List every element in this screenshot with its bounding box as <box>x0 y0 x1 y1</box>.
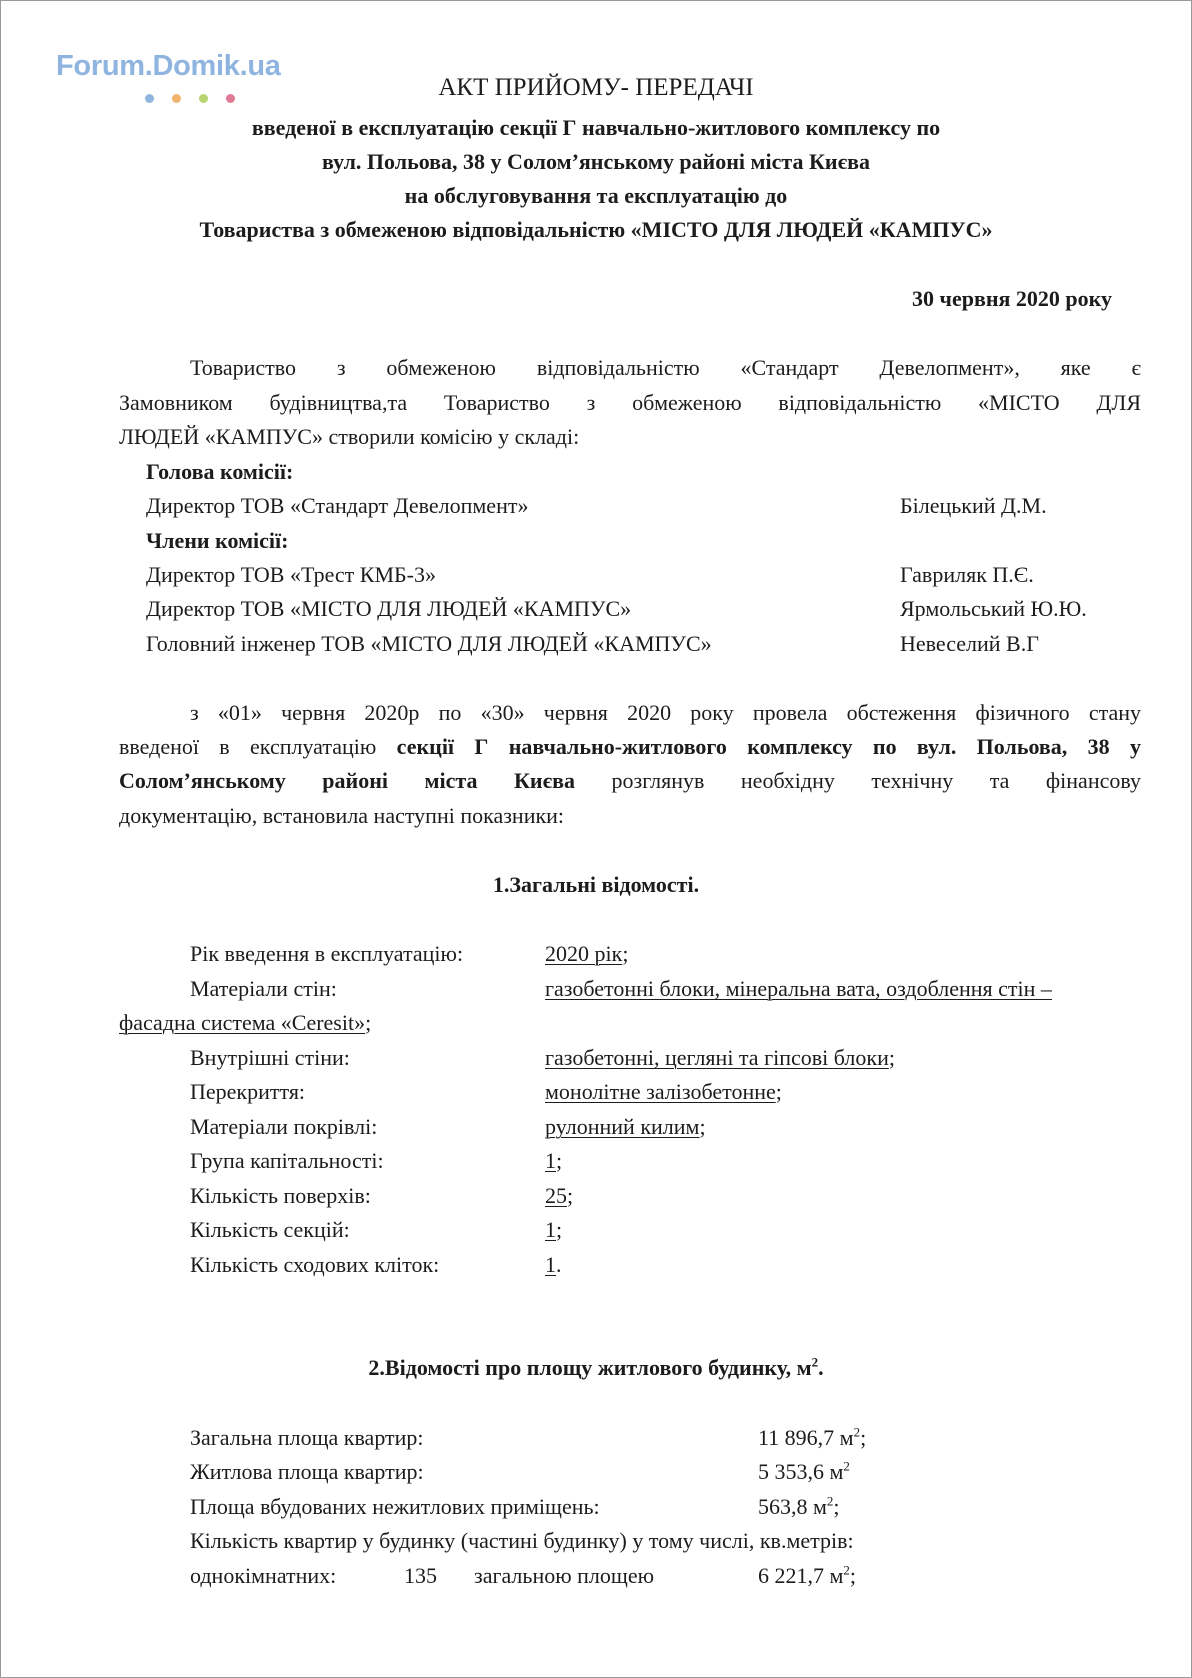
info-label: Перекриття: <box>190 1079 306 1104</box>
info-value <box>545 1148 562 1174</box>
inspection-line-1: з «01» червня 2020р по «30» червня 2020 року провела обстеження фізичного стану <box>190 700 1141 725</box>
watermark-text: Forum.Domik.ua <box>56 50 281 82</box>
info-value <box>545 1045 895 1071</box>
header-line-2: вул. Польова, 38 у Солом’янському районі міста Києва <box>322 149 870 174</box>
info-value <box>545 1183 573 1209</box>
info-value-text: рулонний килим <box>545 1114 700 1139</box>
area-value-text: 563,8 м <box>758 1494 827 1519</box>
area-value <box>758 1494 840 1520</box>
one-room-label: однокімнатних: <box>190 1563 337 1588</box>
info-value-text: 1 <box>545 1148 556 1173</box>
inspection-line-4: документацію, встановила наступні показники: <box>119 803 565 828</box>
area-value-end: ; <box>833 1494 840 1519</box>
members-heading: Члени комісії: <box>146 528 289 553</box>
area-label: Загальна площа квартир: <box>190 1425 424 1450</box>
inspection-text: введеної в експлуатацію <box>119 734 397 759</box>
inspection-text: розглянув необхідну технічну та фінансову <box>575 768 1141 793</box>
info-value <box>545 1079 782 1105</box>
document-title: АКТ ПРИЙОМУ- ПЕРЕДАЧІ <box>438 74 754 101</box>
info-value-end: ; <box>622 941 629 966</box>
area-value-end: ; <box>860 1425 867 1450</box>
info-label: Внутрішні стіни: <box>190 1045 350 1070</box>
info-label: Рік введення в експлуатацію: <box>190 941 464 966</box>
info-value-end: ; <box>556 1217 563 1242</box>
info-value-end: ; <box>699 1114 706 1139</box>
area-value <box>758 1425 866 1451</box>
info-value-end: ; <box>556 1148 563 1173</box>
info-label: Матеріали стін: <box>190 976 337 1001</box>
superscript: 2 <box>811 1354 819 1370</box>
info-label: Кількість секцій: <box>190 1217 350 1242</box>
info-value-end: ; <box>365 1010 372 1035</box>
info-value-text: 25 <box>545 1183 567 1208</box>
chair-name: Білецький Д.М. <box>900 493 1047 518</box>
inspection-object: секції Г навчально-житлового комплексу по вул. Польова, 38 у <box>396 734 1141 759</box>
apartments-count-line: Кількість квартир у будинку (частині будинку) у тому числі, кв.метрів: <box>190 1528 854 1553</box>
info-label: Матеріали покрівлі: <box>190 1114 378 1139</box>
walls-continuation <box>119 1010 371 1036</box>
area-value-text: 5 353,6 м <box>758 1459 844 1484</box>
info-value-end: ; <box>567 1183 574 1208</box>
area-value <box>758 1459 850 1485</box>
info-label: Кількість сходових кліток: <box>190 1252 440 1277</box>
superscript: 2 <box>843 1458 850 1474</box>
member-role: Директор ТОВ «МІСТО ДЛЯ ЛЮДЕЙ «КАМПУС» <box>146 596 632 621</box>
info-value-text: 1 <box>545 1252 556 1277</box>
member-role: Директор ТОВ «Трест КМБ-3» <box>146 562 436 587</box>
info-value-text: монолітне залізобетонне <box>545 1079 776 1104</box>
heading-end: . <box>818 1355 824 1380</box>
section-1-heading: 1.Загальні відомості. <box>492 872 700 897</box>
info-value-text: фасадна система «Ceresit» <box>119 1010 366 1035</box>
info-value <box>545 941 628 967</box>
area-value-text: 11 896,7 м <box>758 1425 854 1450</box>
chair-role: Директор ТОВ «Стандарт Девелопмент» <box>146 493 529 518</box>
info-value <box>545 1114 706 1140</box>
inspection-object: Солом’янському районі міста Києва <box>119 768 575 793</box>
area-value-text: 6 221,7 м <box>758 1563 844 1588</box>
member-name: Невеселий В.Г <box>900 631 1039 656</box>
info-value-text: газобетонні, цегляні та гіпсові блоки <box>545 1045 889 1070</box>
info-value-end: . <box>556 1252 562 1277</box>
info-value-text: газобетонні блоки, мінеральна вата, оздоблення стін – <box>545 976 1052 1001</box>
one-room-count: 135 <box>404 1563 437 1588</box>
area-label: Житлова площа квартир: <box>190 1459 424 1484</box>
intro-line-2: Замовником будівництва,та Товариство з обмеженою відповідальністю «МІСТО ДЛЯ <box>119 390 1141 415</box>
header-line-1: введеної в експлуатацію секції Г навчально-житлового комплексу по <box>251 115 941 140</box>
one-room-area <box>758 1563 856 1589</box>
info-label: Кількість поверхів: <box>190 1183 371 1208</box>
one-room-area-label: загальною площею <box>474 1563 655 1588</box>
info-value <box>545 1217 562 1243</box>
inspection-line-2 <box>119 734 1141 760</box>
header-line-3: на обслуговування та експлуатацію до <box>404 183 788 208</box>
member-role: Головний інженер ТОВ «МІСТО ДЛЯ ЛЮДЕЙ «КАМПУС» <box>146 631 712 656</box>
area-value-end: ; <box>849 1563 857 1588</box>
document-date: 30 червня 2020 року <box>912 286 1112 311</box>
info-value-text: 2020 рік <box>545 941 623 966</box>
superscript: 2 <box>853 1424 861 1440</box>
area-label: Площа вбудованих нежитлових приміщень: <box>190 1494 600 1519</box>
info-value-end: ; <box>888 1045 895 1070</box>
chair-heading: Голова комісії: <box>146 459 294 484</box>
intro-line-1: Товариство з обмеженою відповідальністю «Стандарт Девелопмент», яке є <box>190 355 1141 380</box>
section-2-heading <box>0 1355 1192 1381</box>
member-name: Ярмольський Ю.Ю. <box>900 596 1087 621</box>
info-value-text: 1 <box>545 1217 556 1242</box>
section-2-heading-text: 2.Відомості про площу житлового будинку, м <box>368 1355 812 1380</box>
member-name: Гавриляк П.Є. <box>900 562 1034 587</box>
info-label: Група капітальності: <box>190 1148 384 1173</box>
header-line-4: Товариства з обмеженою відповідальністю «МІСТО ДЛЯ ЛЮДЕЙ «КАМПУС» <box>199 217 993 242</box>
superscript: 2 <box>843 1562 850 1578</box>
info-value <box>545 1252 562 1278</box>
info-value-end: ; <box>775 1079 782 1104</box>
inspection-line-3 <box>119 768 1141 794</box>
intro-line-3: ЛЮДЕЙ «КАМПУС» створили комісію у складі: <box>119 424 580 449</box>
superscript: 2 <box>826 1493 834 1509</box>
info-value <box>545 976 1052 1002</box>
